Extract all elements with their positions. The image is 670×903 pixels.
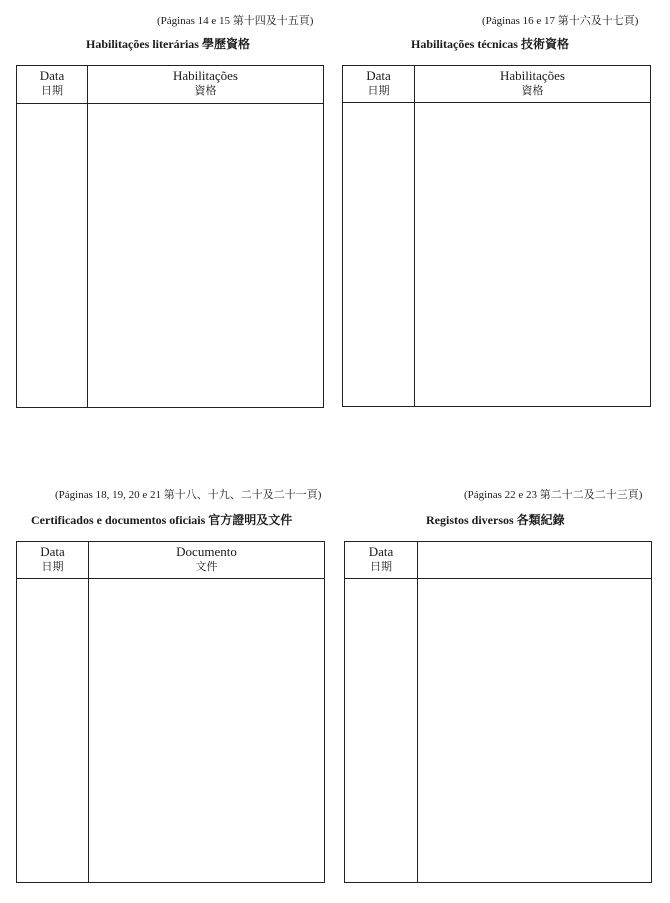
main-column-header: [88, 66, 323, 98]
main-column-header: [418, 542, 651, 544]
pages-reference: (Páginas 18, 19, 20 e 21 第十八、十九、二十及二十一頁): [55, 489, 322, 501]
date-column-header: [17, 66, 87, 98]
header-label-pt: Data: [366, 68, 391, 83]
header-label-pt: Documento: [176, 544, 237, 559]
header-label-zh: 日期: [41, 560, 64, 573]
section-title: Certificados e documentos oficiais 官方證明及文件: [31, 513, 293, 527]
record-table: [342, 65, 651, 407]
column-divider: [87, 66, 88, 407]
pages-reference: (Páginas 16 e 17 第十六及十七頁): [482, 15, 639, 27]
header-label-pt: Data: [39, 68, 65, 83]
header-label-pt: Habilitações: [173, 68, 238, 83]
date-column-header: [343, 66, 414, 98]
record-table: [344, 541, 652, 883]
main-column-header: [89, 542, 324, 574]
record-table: [16, 541, 325, 883]
date-column-header: [345, 542, 417, 574]
section-title: Habilitações literárias 學歷資格: [86, 37, 250, 51]
header-label-zh: 資格: [521, 84, 544, 97]
column-divider: [414, 66, 415, 406]
pages-reference: (Páginas 14 e 15 第十四及十五頁): [157, 15, 314, 27]
section-title: Registos diversos 各類紀錄: [426, 513, 565, 527]
header-label-zh: 日期: [370, 560, 392, 573]
header-label-zh: 文件: [195, 560, 218, 573]
header-label-pt: Data: [368, 544, 394, 559]
record-table: [16, 65, 324, 408]
date-column-header: [17, 542, 88, 574]
pages-reference: (Páginas 22 e 23 第二十二及二十三頁): [464, 489, 643, 501]
header-label-zh: 日期: [367, 84, 390, 97]
section-title: Habilitações técnicas 技術資格: [411, 37, 569, 51]
header-label-pt: Habilitações: [500, 68, 565, 83]
header-label-zh: 資格: [194, 84, 217, 97]
column-divider: [88, 542, 89, 882]
header-label-pt: Data: [40, 544, 65, 559]
header-label-zh: 日期: [41, 84, 63, 97]
column-divider: [417, 542, 418, 882]
main-column-header: [415, 66, 650, 98]
